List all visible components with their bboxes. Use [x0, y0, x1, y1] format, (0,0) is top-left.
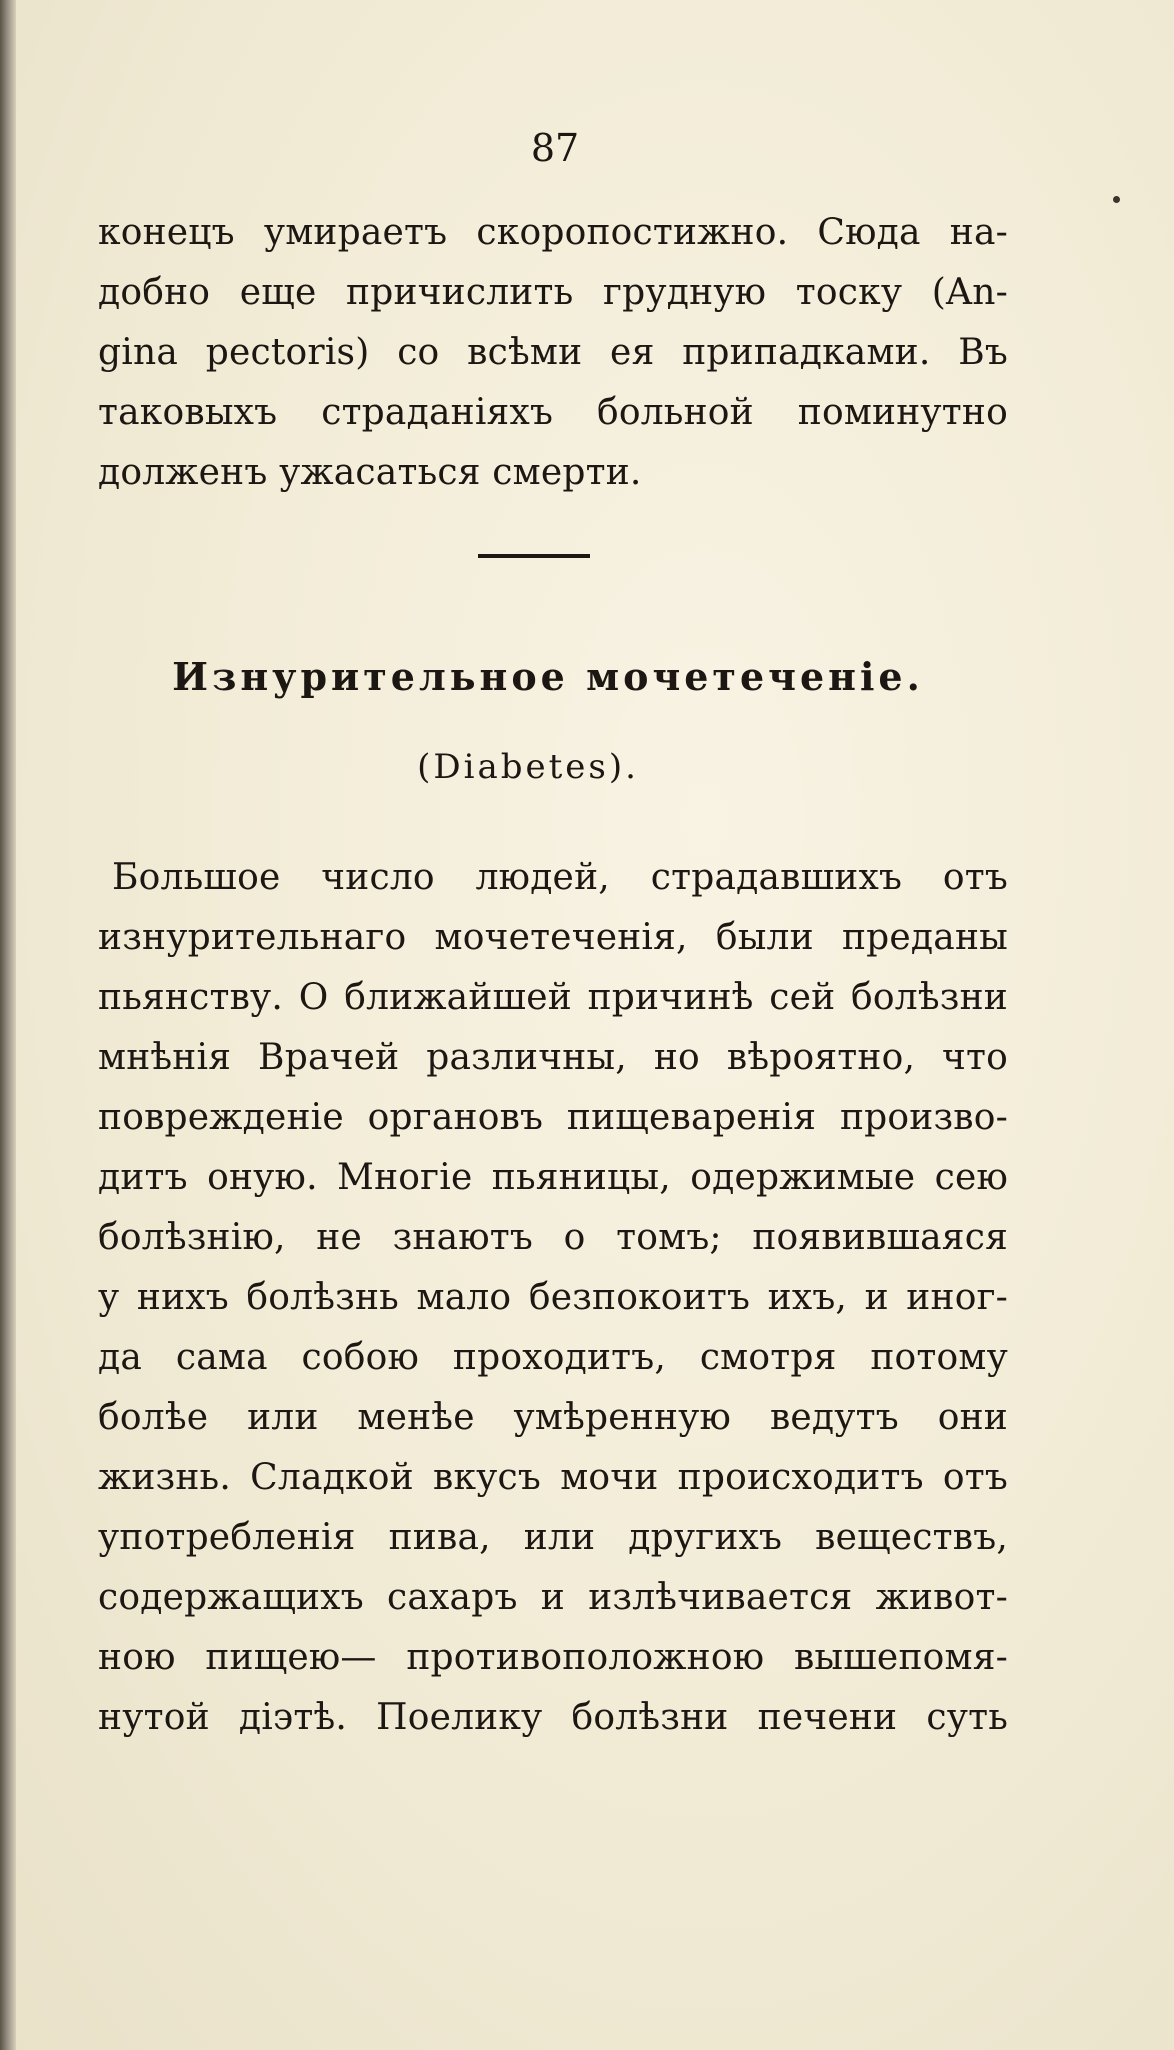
text-line: содержащихъ сахаръ и излѣчивается живот- — [98, 1577, 1008, 1618]
text-line: конецъ умираетъ скоропостижно. Сюда на- — [98, 212, 1008, 253]
text-line: долженъ ужасаться смерти. — [98, 452, 642, 493]
page-number: 87 — [530, 126, 580, 170]
text-line: нутой дiэтѣ. Поелику болѣзни печени суть — [98, 1697, 1008, 1738]
text-line: употребленiя пива, или другихъ веществъ, — [98, 1517, 1008, 1558]
text-line: Большое число людей, страдавшихъ отъ — [112, 857, 1008, 898]
text-line: мнѣнiя Врачей различны, но вѣроятно, что — [98, 1037, 1008, 1078]
text-line: добно еще причислить грудную тоску (An- — [98, 272, 1008, 313]
top-paragraph — [98, 203, 1008, 503]
ink-speck — [1113, 196, 1120, 203]
text-line: изнурительнаго мочетеченiя, были преданы — [98, 917, 1008, 958]
text-line: gina pectoris) со всѣми ея припадками. Въ — [98, 332, 1008, 373]
text-line: таковыхъ страданiяхъ больной поминутно — [98, 392, 1008, 433]
text-line: пьянству. О ближайшей причинѣ сей болѣзни — [98, 977, 1008, 1018]
text-line: у нихъ болѣзнь мало безпокоитъ ихъ, и иног- — [98, 1277, 1008, 1318]
section-subheading: (Diabetes). — [417, 747, 639, 787]
page-edge-shadow — [0, 0, 16, 2050]
body-paragraph — [98, 848, 1008, 1748]
text-line: поврежденiе органовъ пищеваренiя произво- — [98, 1097, 1008, 1138]
text-line: жизнь. Сладкой вкусъ мочи происходитъ отъ — [98, 1457, 1008, 1498]
section-divider — [478, 554, 590, 558]
text-line: болѣзнiю, не знаютъ о томъ; появившаяся — [98, 1217, 1008, 1258]
text-line: болѣе или менѣе умѣренную ведутъ они — [98, 1397, 1008, 1438]
text-line: ною пищею— противоположною вышепомя- — [98, 1637, 1008, 1678]
text-line: да сама собою проходитъ, смотря потому — [98, 1337, 1008, 1378]
text-line: дитъ оную. Многiе пьяницы, одержимые сею — [98, 1157, 1008, 1198]
section-heading: Изнурительное мочетеченiе. — [172, 654, 924, 699]
